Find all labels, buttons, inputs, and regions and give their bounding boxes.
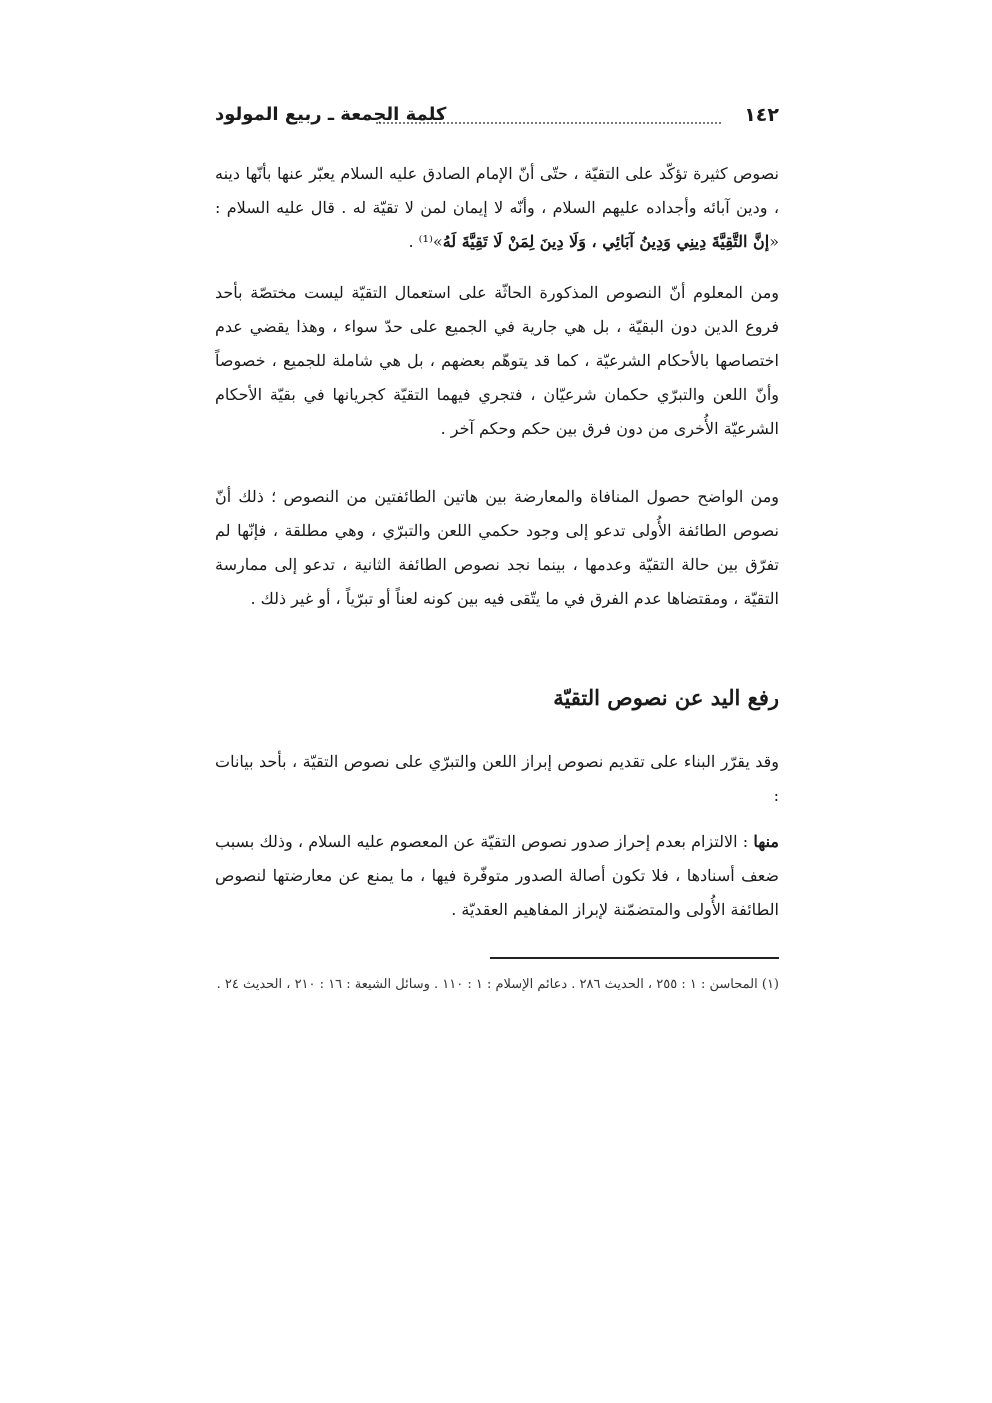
paragraph-1	[215, 157, 779, 259]
paragraph-3	[215, 480, 779, 616]
paragraph-5-text: : الالتزام بعدم إحراز صدور نصوص التقيّة عن المعصوم عليه السلام ، وذلك بسبب ضعف أسنادها ، فلا تكون أصالة الصدور متوفّرة فيها ، ما يمنع عن معارضتها لنصوص الطائفة الأُولى والمتضمّنة لإبراز المفاهيم العقديّة .	[215, 832, 779, 919]
running-header	[215, 104, 779, 134]
section-heading: رفع اليد عن نصوص التقيّة	[553, 685, 779, 710]
paragraph-1-text: نصوص كثيرة تؤكّد على التقيّة ، حتّى أنّ الإمام الصادق عليه السلام يعبّر عنها بأنّها دينه ، ودين آبائه وأجداده عليهم السلام ، وأنّه لا إيمان لمن لا تقيّة له . قال عليه السلام : «	[215, 164, 779, 251]
paragraph-5	[215, 825, 779, 927]
book-title: كلمة الجمعة ـ ربيع المولود	[215, 104, 447, 125]
paragraph-4-text: وقد يقرّر البناء على تقديم نصوص إبراز اللعن والتبرّي على نصوص التقيّة ، بأحد بيانات :	[215, 752, 779, 805]
footnote-separator	[490, 957, 779, 959]
paragraph-4	[215, 745, 779, 813]
paragraph-2	[215, 276, 779, 446]
paragraph-5-lead: منها	[753, 832, 779, 851]
page-number: ١٤٢	[744, 104, 779, 126]
hadith-quote: إنَّ التَّقِيَّةَ دِينِي وَدِينُ آبَائِي ، وَلَا دِينَ لِمَنْ لَا تَقِيَّةَ لَهُ	[442, 232, 770, 251]
paragraph-3-text: ومن الواضح حصول المنافاة والمعارضة بين هاتين الطائفتين من النصوص ؛ ذلك أنّ نصوص الطائفة الأُولى تدعو إلى وجود حكمي اللعن والتبرّي ، وهي مطلقة ، فإنّها لم تفرّق بين حالة التقيّة وعدمها ، بينما نجد نصوص الطائفة الثانية ، تدعو إلى ممارسة التقيّة ، ومقتضاها عدم الفرق في ما يتّقى فيه بين كونه لعناً أو تبرّياً ، أو غير ذلك .	[215, 487, 779, 608]
paragraph-2-text: ومن المعلوم أنّ النصوص المذكورة الحاثّة على استعمال التقيّة ليست مختصّة بأحد فروع الدين دون البقيّة ، بل هي جارية في الجميع على حدّ سواء ، وهذا يقضي عدم اختصاصها بالأحكام الشرعيّة ، كما قد يتوهّم بعضهم ، بل هي شاملة للجميع ، خصوصاً وأنّ اللعن والتبرّي حكمان شرعيّان ، فتجري فيهما التقيّة كجريانها في بقيّة الأحكام الشرعيّة الأُخرى من دون فرق بين حكم وحكم آخر .	[215, 283, 779, 438]
paragraph-1-tail: »⁽¹⁾ .	[408, 232, 443, 251]
footnote: (١) المحاسن : ١ : ٢٥٥ ، الحديث ٢٨٦ . دعائم الإسلام : ١ : ١١٠ . وسائل الشيعة : ١٦ : ٢١٠ ، الحديث ٢٤ .	[216, 977, 779, 992]
